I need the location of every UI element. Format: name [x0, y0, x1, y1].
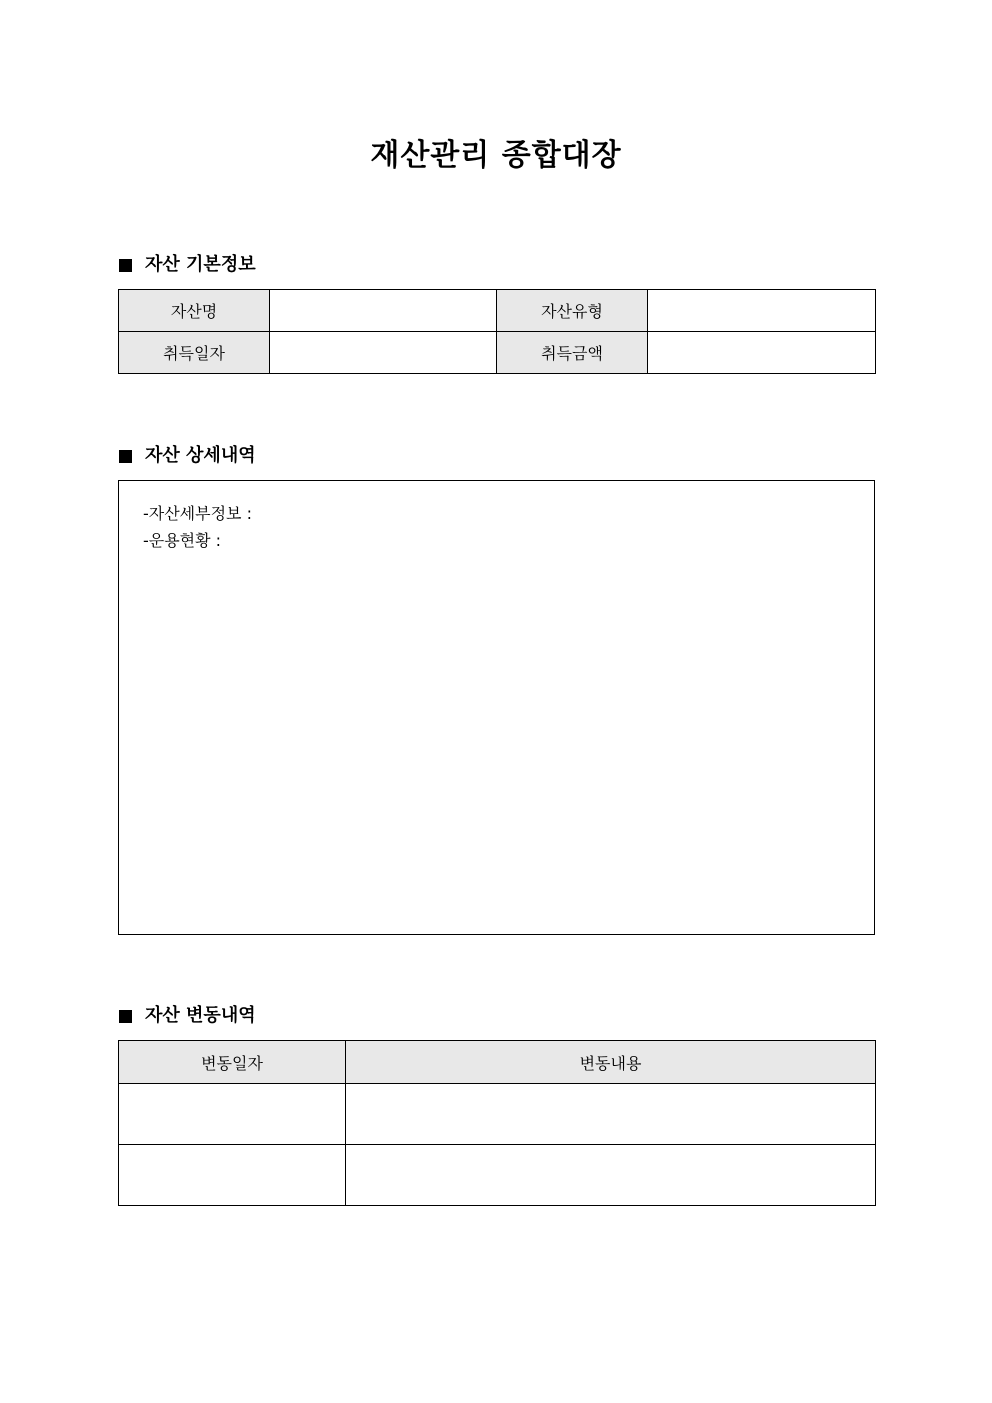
section-heading-asset-changes: [119, 1004, 256, 1028]
table-row: [119, 290, 876, 332]
basic-info-table: [118, 289, 876, 374]
asset-name-field[interactable]: [270, 290, 497, 332]
section-heading-asset-detail: [119, 444, 256, 468]
section-heading-label: 자산 변동내역: [145, 1005, 256, 1026]
asset-type-label: 자산유형: [497, 290, 648, 332]
asset-detail-box[interactable]: [118, 480, 875, 935]
change-content-cell[interactable]: [346, 1084, 876, 1145]
acquisition-date-label: 취득일자: [119, 332, 270, 374]
table-row: [119, 332, 876, 374]
change-content-cell[interactable]: [346, 1145, 876, 1206]
section-heading-label: 자산 기본정보: [145, 254, 256, 275]
asset-type-field[interactable]: [648, 290, 876, 332]
square-bullet-icon: [119, 259, 132, 272]
square-bullet-icon: [119, 450, 132, 463]
change-date-cell[interactable]: [119, 1084, 346, 1145]
acquisition-date-field[interactable]: [270, 332, 497, 374]
column-header-change-date: 변동일자: [119, 1041, 346, 1084]
square-bullet-icon: [119, 1010, 132, 1023]
change-date-cell[interactable]: [119, 1145, 346, 1206]
table-row: [119, 1084, 876, 1145]
asset-detail-info-line: -자산세부정보 :: [143, 504, 252, 523]
acquisition-amount-field[interactable]: [648, 332, 876, 374]
section-heading-label: 자산 상세내역: [145, 445, 256, 466]
acquisition-amount-label: 취득금액: [497, 332, 648, 374]
operation-status-line: -운용현황 :: [143, 531, 222, 550]
table-header-row: [119, 1041, 876, 1084]
asset-change-table: [118, 1040, 876, 1206]
table-row: [119, 1145, 876, 1206]
section-heading-basic-info: [119, 253, 256, 277]
asset-name-label: 자산명: [119, 290, 270, 332]
page-title: 재산관리 종합대장: [370, 138, 622, 173]
column-header-change-content: 변동내용: [346, 1041, 876, 1084]
